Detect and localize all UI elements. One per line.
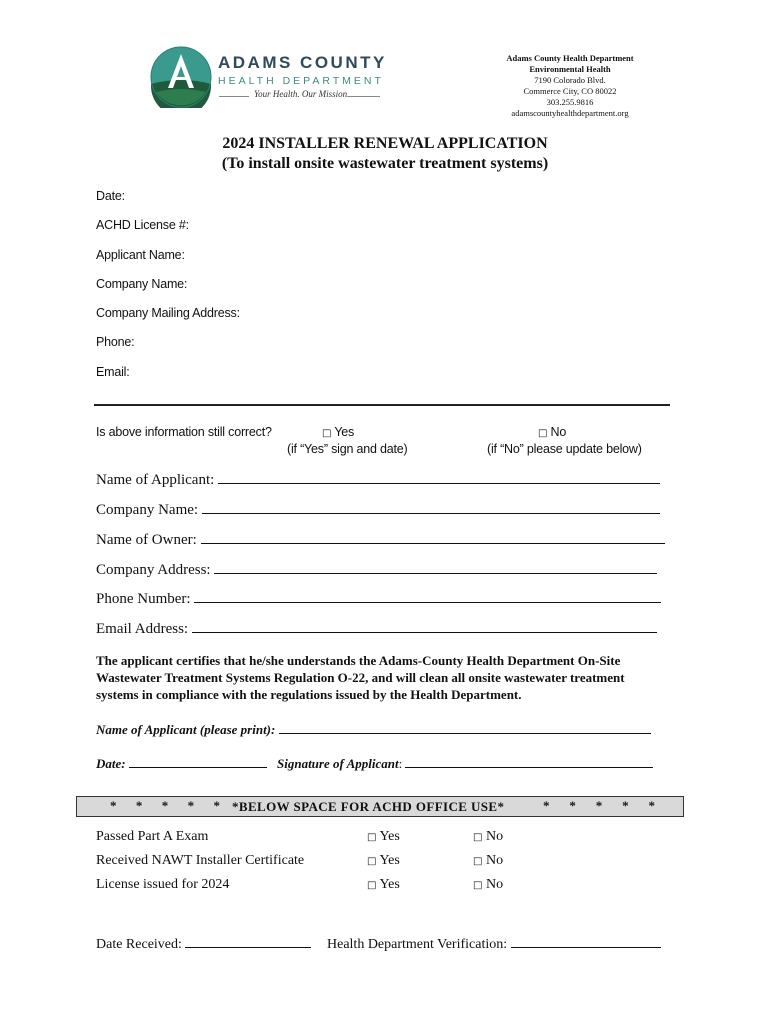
phone-label: Phone: [96,335,135,349]
update-email-address-line[interactable] [192,619,657,633]
form-subtitle: (To install onsite wastewater treatment systems) [221,155,549,172]
no-checkbox[interactable]: □ [538,428,548,439]
star: * [187,798,195,813]
star: * [595,798,603,813]
license-number-label: ACHD License #: [96,218,189,232]
date-received-field[interactable] [96,934,311,953]
date-label: Date: [96,189,125,203]
address-line-street: 7190 Colorado Blvd. [534,75,606,85]
signature-date-line[interactable] [129,754,267,768]
applicant-name-label: Applicant Name: [96,248,185,262]
office-yes-label: Yes [379,877,400,892]
update-company-address-label: Company Address: [96,562,211,578]
update-applicant-name-line[interactable] [218,470,660,484]
email-label: Email: [96,365,130,379]
office-use-banner-text: *BELOW SPACE FOR ACHD OFFICE USE* [232,799,505,814]
update-company-address-line[interactable] [214,560,657,574]
org-name: ADAMS COUNTY [218,53,387,72]
address-line-phone: 303.255.9816 [546,97,594,107]
star: * [648,798,655,813]
form-title: 2024 INSTALLER RENEWAL APPLICATION [222,135,548,152]
still-correct-question: Is above information still correct? [96,425,272,439]
office-yes-checkbox[interactable]: □ [367,856,377,867]
verification-field[interactable] [327,934,661,953]
applicant-signature-line[interactable] [405,754,653,768]
print-name-label: Name of Applicant (please print): [96,722,276,737]
office-row-label: Received NAWT Installer Certificate [96,853,305,868]
yes-note: (if “Yes” sign and date) [287,442,408,456]
office-row-label: Passed Part A Exam [96,829,209,844]
section-divider [94,404,670,406]
update-email-address-label: Email Address: [96,621,189,637]
date-received-line[interactable] [185,934,311,948]
department-address [470,53,670,119]
yes-checkbox[interactable]: □ [322,428,332,439]
certification-statement: The applicant certifies that he/she understands the Adams-County Health Department On-Site Wastewater Treatment Systems Regulation O-22, and will clean all onsite wastewater treatment systems in compliance with the regulations issued by the Health Department. [96,653,625,702]
no-option-label: No [550,425,567,439]
address-line-city: Commerce City, CO 80022 [523,86,617,96]
update-owner-name-line[interactable] [201,530,665,544]
update-email-address-field[interactable] [96,619,657,638]
update-company-name-line[interactable] [202,500,660,514]
star: * [569,798,576,813]
office-no-label: No [485,853,504,868]
update-company-name-field[interactable] [96,500,660,519]
office-yes-label: Yes [379,853,400,868]
office-yes-checkbox[interactable]: □ [367,880,377,891]
applicant-signature-field[interactable] [277,754,653,772]
verification-label: Health Department Verification: [327,937,508,952]
update-company-address-field[interactable] [96,560,657,579]
update-company-name-label: Company Name: [96,502,199,518]
tagline: Your Health. Our Mission. [254,89,350,99]
office-row-label: License issued for 2024 [96,877,230,892]
office-row-yes[interactable] [367,829,400,845]
office-no-label: No [485,877,504,892]
signature-date-field[interactable] [96,754,267,772]
logo-emblem [150,46,212,108]
signature-date-label: Date: [96,756,126,771]
update-phone-number-field[interactable] [96,589,661,608]
update-owner-name-field[interactable] [96,530,665,549]
office-use-stars-left [110,798,220,814]
star: * [161,798,169,813]
tagline-divider-left [219,96,249,97]
update-owner-name-label: Name of Owner: [96,532,197,548]
star: * [543,798,550,813]
office-row-no[interactable] [473,829,503,845]
office-row-yes[interactable] [367,877,400,893]
star: * [622,798,629,813]
office-no-label: No [485,829,504,844]
update-phone-number-line[interactable] [194,589,661,603]
office-no-checkbox[interactable]: □ [473,832,483,843]
verification-line[interactable] [511,934,661,948]
no-note: (if “No” please update below) [487,442,642,456]
yes-option[interactable] [322,425,354,439]
office-row-no[interactable] [473,877,503,893]
company-name-label: Company Name: [96,277,188,291]
applicant-signature-label: Signature of Applicant [277,756,399,771]
office-use-stars-right [543,798,655,814]
office-row-no[interactable] [473,853,503,869]
office-yes-checkbox[interactable]: □ [367,832,377,843]
print-name-field[interactable] [96,720,651,738]
update-phone-number-label: Phone Number: [96,591,191,607]
star: * [213,798,220,813]
date-received-label: Date Received: [96,937,182,952]
office-yes-label: Yes [379,829,400,844]
tagline-divider-right [348,96,380,97]
star: * [110,798,117,813]
address-line-division: Environmental Health [529,64,611,74]
yes-option-label: Yes [334,425,355,439]
office-no-checkbox[interactable]: □ [473,856,483,867]
print-name-line[interactable] [279,720,651,734]
star: * [135,798,143,813]
address-line-website: adamscountyhealthdepartment.org [511,108,629,118]
no-option[interactable] [538,425,566,439]
mailing-address-label: Company Mailing Address: [96,306,240,320]
update-applicant-name-field[interactable] [96,470,660,489]
update-applicant-name-label: Name of Applicant: [96,472,215,488]
org-subname: HEALTH DEPARTMENT [218,75,384,87]
office-no-checkbox[interactable]: □ [473,880,483,891]
signature-colon: : [398,756,403,771]
address-line-department: Adams County Health Department [506,53,634,63]
office-row-yes[interactable] [367,853,400,869]
